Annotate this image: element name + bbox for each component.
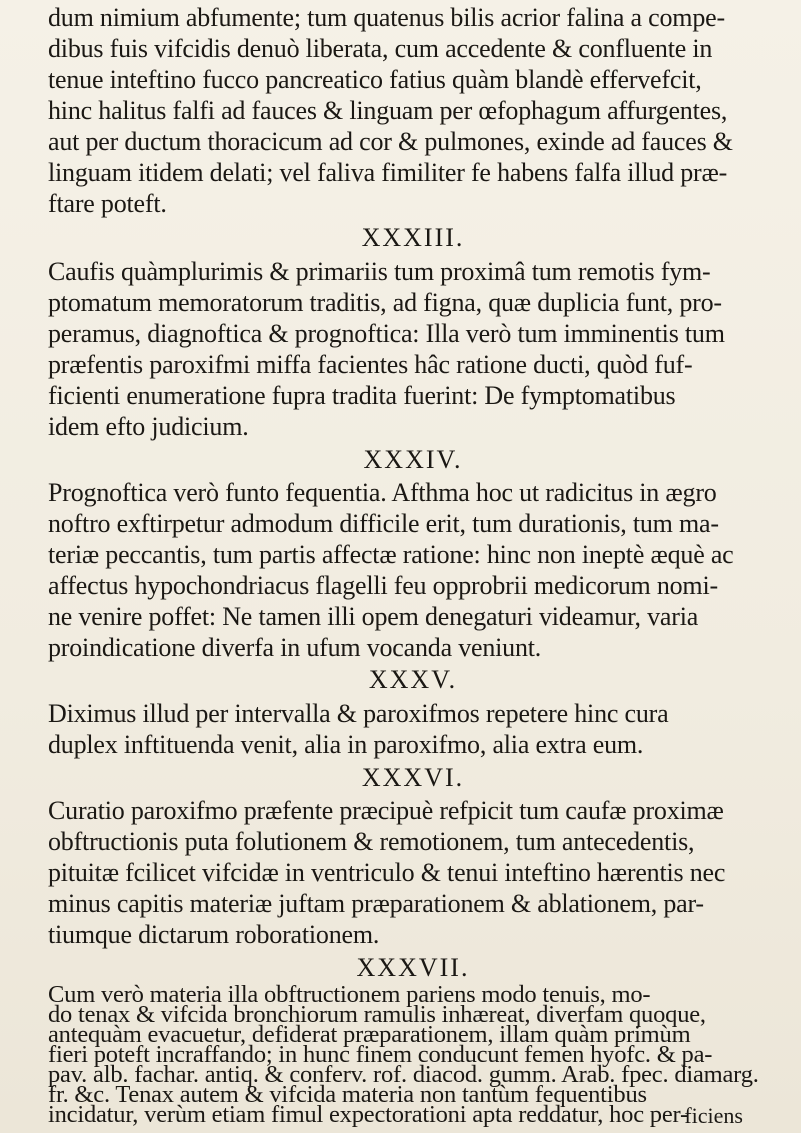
text-line: duplex inftituenda venit, alia in paroxifmo, alia extra eum. — [48, 730, 644, 759]
paragraph-34 — [48, 477, 778, 663]
text-line: obftructionis puta folutionem & remotionem, tum antecedentis, — [48, 827, 695, 856]
text-line: ftare poteft. — [48, 189, 167, 218]
section-number: XXXVII. — [356, 953, 470, 982]
text-line: minus capitis materiæ juftam præparationem & ablationem, par- — [48, 889, 704, 918]
text-line: dum nimium abfumente; tum quatenus bilis acrior falina a compe- — [48, 3, 725, 32]
text-line: do tenax & vifcida bronchiorum ramulis inhæreat, diverfam quoque, — [48, 1001, 706, 1028]
section-heading-34 — [48, 444, 778, 475]
text-line: pituitæ fcilicet vifcidæ in ventriculo & tenui inteftino hærentis nec — [48, 858, 726, 887]
text-line: tiumque dictarum roborationem. — [48, 920, 380, 949]
text-line: noftro exftirpetur admodum difficile erit, tum durationis, tum ma- — [48, 509, 719, 538]
text-line: Caufis quàmplurimis & primariis tum proximâ tum remotis fym- — [48, 257, 711, 286]
text-line: antequàm evacuetur, defiderat præparationem, illam quàm primùm — [48, 1021, 691, 1048]
paragraph-35 — [48, 698, 778, 760]
text-line: ne venire poffet: Ne tamen illi opem denegaturi videamur, varia — [48, 602, 699, 631]
section-number: XXXIV. — [363, 445, 463, 474]
text-line: fr. &c. Tenax autem & vifcida materia non tantùm fequentibus — [48, 1081, 647, 1108]
text-line: aut per ductum thoracicum ad cor & pulmones, exinde ad fauces & — [48, 127, 733, 156]
text-line: dibus fuis vifcidis denuò liberata, cum accedente & confluente in — [48, 34, 713, 63]
section-heading-36 — [48, 762, 778, 793]
text-line: idem efto judicium. — [48, 412, 249, 441]
text-line: fieri poteft incraffando; in hunc finem conducunt femen hyofc. & pa- — [48, 1041, 713, 1068]
text-line: proindicatione diverfa in ufum vocanda veniunt. — [48, 633, 542, 662]
section-heading-35 — [48, 664, 778, 695]
section-number: XXXVI. — [361, 763, 465, 792]
text-line: tenue inteftino fucco pancreatico fatius quàm blandè effervefcit, — [48, 65, 702, 94]
paragraph-37 — [48, 981, 778, 1128]
text-line: affectus hypochondriacus flagelli feu opprobrii medicorum nomi- — [48, 571, 718, 600]
paragraph-36 — [48, 795, 778, 950]
text-line: Prognoftica verò funto fequentia. Afthma hoc ut radicitus in ægro — [48, 478, 717, 507]
text-line: Cum verò materia illa obftructionem pariens modo tenuis, mo- — [48, 981, 651, 1008]
section-heading-33 — [48, 222, 778, 253]
section-number: XXXV. — [368, 665, 458, 694]
text-line: linguam itidem delati; vel faliva fimiliter fe habens falfa illud præ- — [48, 158, 728, 187]
text-line: pav. alb. fachar. antiq. & conferv. rof. diacod. gumm. Arab. fpec. diamarg. — [48, 1061, 759, 1088]
text-line: præfentis paroxifmi miffa facientes hâc ratione ducti, quòd fuf- — [48, 350, 693, 379]
text-line: teriæ peccantis, tum partis affectæ ratione: hinc non ineptè æquè ac — [48, 540, 734, 569]
paragraph-33 — [48, 256, 778, 442]
section-number: XXXIII. — [361, 223, 465, 252]
section-heading-37 — [48, 952, 778, 983]
text-line: peramus, diagnoftica & prognoftica: Illa verò tum imminentis tum — [48, 319, 725, 348]
text-line: Curatio paroxifmo præfente præcipuè refpicit tum caufæ proximæ — [48, 796, 724, 825]
paragraph-continuation — [48, 2, 778, 219]
catchword: ficiens — [684, 1103, 743, 1128]
text-line: Diximus illud per intervalla & paroxifmos repetere hinc cura — [48, 699, 669, 728]
text-line: ptomatum memoratorum traditis, ad figna, quæ duplicia funt, pro- — [48, 288, 722, 317]
text-line: incidatur, verùm etiam fimul expectorationi apta reddatur, hoc per- — [48, 1101, 688, 1128]
text-line: ficienti enumeratione fupra tradita fuerint: De fymptomatibus — [48, 381, 676, 410]
text-line: hinc halitus falfi ad fauces & linguam per œfophagum affurgentes, — [48, 96, 728, 125]
